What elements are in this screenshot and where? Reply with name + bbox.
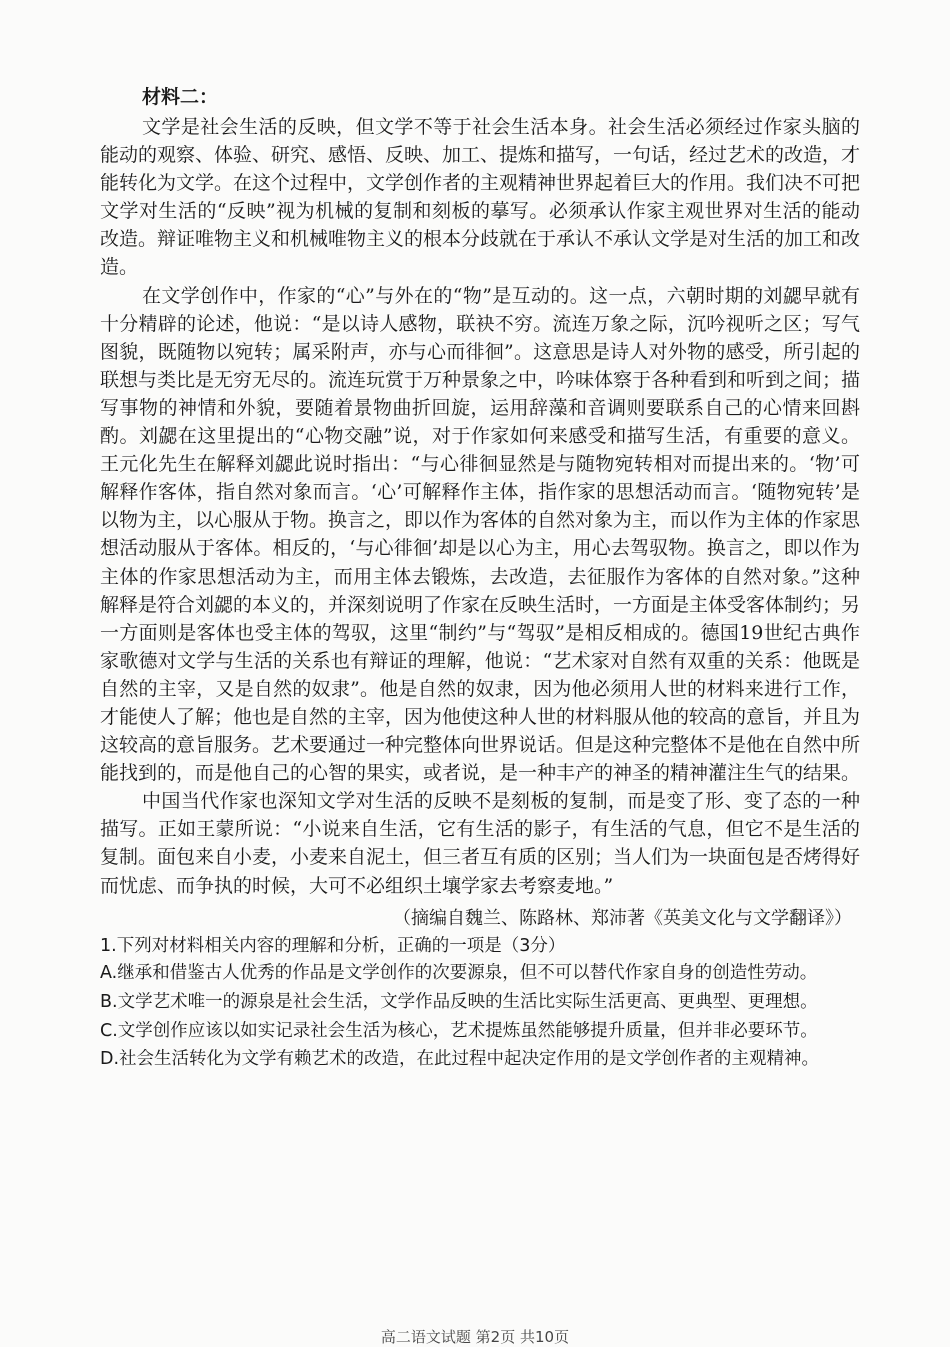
question-stem: 1.下列对材料相关内容的理解和分析，正确的一项是（3分） — [100, 935, 566, 956]
paragraph-1: 文学是社会生活的反映，但文学不等于社会生活本身。社会生活必须经过作家头脑的能动的观察、体验、研究、感悟、反映、加工、提炼和描写，一句话，经过艺术的改造，才能转化为文学。在这个过程中，文学创作者的主观精神世界起着巨大的作用。我们决不可把文学对生活的“反映”视为机械的复制和刻板的摹写。必须承认作家主观世界对生活的能动改造。辩证唯物主义和机械唯物主义的根本分歧就在于承认不承认文学是对生活的加工和改造。 — [100, 116, 861, 279]
page-footer: 高二语文试题 第2页 共10页 — [380, 1328, 570, 1346]
paragraph-3: 中国当代作家也深知文学对生活的反映不是刻板的复制，而是变了形、变了态的一种描写。正如王蒙所说：“小说来自生活，它有生活的影子，有生活的气息，但它不是生活的复制。面包来自小麦，小麦来自泥土，但三者互有质的区别；当人们为一块面包是否烤得好而忧虑、而争执的时候，大可不必组织土壤学家去考察麦地。” — [100, 790, 861, 897]
document-page — [100, 82, 860, 1074]
source-citation: （摘编自魏兰、陈路林、郑沛著《英美文化与文学翻译》） — [393, 907, 852, 929]
paragraph-2: 在文学创作中，作家的“心”与外在的“物”是互动的。这一点，六朝时期的刘勰早就有十分精辟的论述，他说：“是以诗人感物，联袂不穷。流连万象之际，沉吟视听之区；写气图貌，既随物以宛转；属采附声，亦与心而徘徊”。这意思是诗人对外物的感受，所引起的联想与类比是无穷无尽的。流连玩赏于万种景象之中，吟味体察于各种看到和听到之间；描写事物的神情和外貌，要随着景物曲折回旋，运用辞藻和音调则要联系自己的心情来回斟酌。刘勰在这里提出的“心物交融”说，对于作家如何来感受和描写生活，有重要的意义。王元化先生在解释刘勰此说时指出：“与心徘徊显然是与随物宛转相对而提出来的。‘物’可解释作客体，指自然对象而言。‘心’可解释作主体，指作家的思想活动而言。‘随物宛转’是以物为主，以心服从于物。换言之，即以作为客体的自然对象为主，而以作为主体的作家思想活动服从于客体。相反的，‘与心徘徊’却是以心为主，用心去驾驭物。换言之，即以作为主体的作家思想活动为主，而用主体去锻炼，去改造，去征服作为客体的自然对象。”这种解释是符合刘勰的本义的，并深刻说明了作家在反映生活时，一方面是主体受客体制约；另一方面则是客体也受主体的驾驭，这里“制约”与“驾驭”是相反相成的。德国19世纪古典作家歌德对文学与生活的关系也有辩证的理解，他说：“艺术家对自然有双重的关系：他既是自然的主宰，又是自然的奴隶”。他是自然的奴隶，因为他必须用人世的材料来进行工作，才能使人了解；他也是自然的主宰，因为他使这种人世的材料服从他的较高的意旨，并且为这较高的意旨服务。艺术要通过一种完整体向世界说话。但是这种完整体不是他在自然中所能找到的，而是他自己的心智的果实，或者说，是一种丰产的神圣的精神灌注生气的结果。 — [100, 284, 861, 785]
section-heading: 材料二： — [142, 86, 219, 108]
option-c: C.文学创作应该以如实记录社会生活为核心，艺术提炼虽然能够提升质量，但并非必要环节。 — [100, 1020, 818, 1041]
option-b: B.文学艺术唯一的源泉是社会生活，文学作品反映的生活比实际生活更高、更典型、更理想。 — [100, 992, 818, 1013]
option-d: D.社会生活转化为文学有赖艺术的改造，在此过程中起决定作用的是文学创作者的主观精神。 — [100, 1049, 820, 1070]
option-a: A.继承和借鉴古人优秀的作品是文学创作的次要源泉，但不可以替代作家自身的创造性劳动。 — [100, 963, 818, 984]
